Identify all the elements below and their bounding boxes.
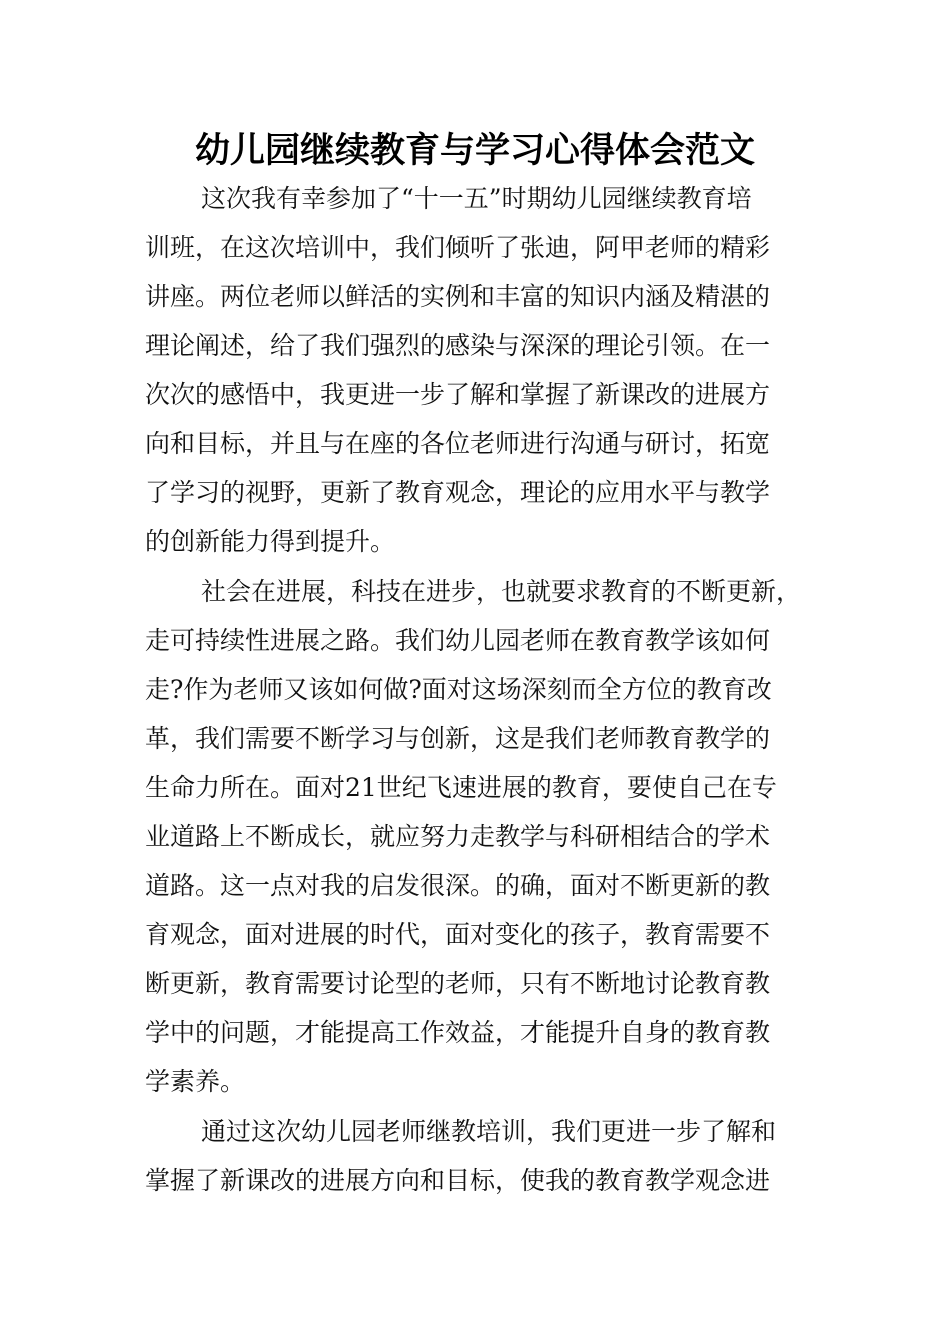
text-line: 讲座。两位老师以鲜活的实例和丰富的知识内涵及精湛的 — [145, 282, 771, 311]
text-line: 向和目标，并且与在座的各位老师进行沟通与研讨，拓宽 — [145, 429, 771, 458]
document-body — [145, 174, 810, 1205]
paragraph-2 — [145, 567, 810, 1106]
text-line: 革，我们需要不断学习与创新，这是我们老师教育教学的 — [145, 724, 771, 753]
paragraph-1 — [145, 174, 810, 566]
text-line: 通过这次幼儿园老师继教培训，我们更进一步了解和 — [201, 1117, 777, 1146]
text-line: 走可持续性进展之路。我们幼儿园老师在教育教学该如何 — [145, 626, 771, 655]
text-line: 断更新，教育需要讨论型的老师，只有不断地讨论教育教 — [145, 969, 771, 998]
text-line: 了学习的视野，更新了教育观念，理论的应用水平与教学 — [145, 478, 771, 507]
document-title: 幼儿园继续教育与学习心得体会范文 — [194, 131, 755, 171]
text-line: 掌握了新课改的进展方向和目标，使我的教育教学观念进 — [145, 1166, 771, 1195]
paragraph-3 — [145, 1107, 810, 1205]
text-line: 的创新能力得到提升。 — [145, 527, 396, 556]
text-line: 学素养。 — [145, 1067, 246, 1096]
text-line: 社会在进展，科技在进步，也就要求教育的不断更新， — [201, 577, 802, 606]
text-line: 业道路上不断成长，就应努力走教学与科研相结合的学术 — [145, 822, 771, 851]
text-line: 训班，在这次培训中，我们倾听了张迪，阿甲老师的精彩 — [145, 233, 771, 262]
text-line: 道路。这一点对我的启发很深。的确，面对不断更新的教 — [145, 871, 771, 900]
text-line: 这次我有幸参加了“十一五”时期幼儿园继续教育培 — [201, 184, 752, 213]
text-line: 学中的问题，才能提高工作效益，才能提升自身的教育教 — [145, 1018, 771, 1047]
text-line: 走?作为老师又该如何做?面对这场深刻而全方位的教育改 — [145, 675, 772, 704]
text-line: 育观念，面对进展的时代，面对变化的孩子，教育需要不 — [145, 920, 771, 949]
text-line: 理论阐述，给了我们强烈的感染与深深的理论引领。在一 — [145, 331, 771, 360]
text-line: 生命力所在。面对21世纪飞速进展的教育，要使自己在专 — [145, 773, 777, 802]
text-line: 次次的感悟中，我更进一步了解和掌握了新课改的进展方 — [145, 380, 771, 409]
